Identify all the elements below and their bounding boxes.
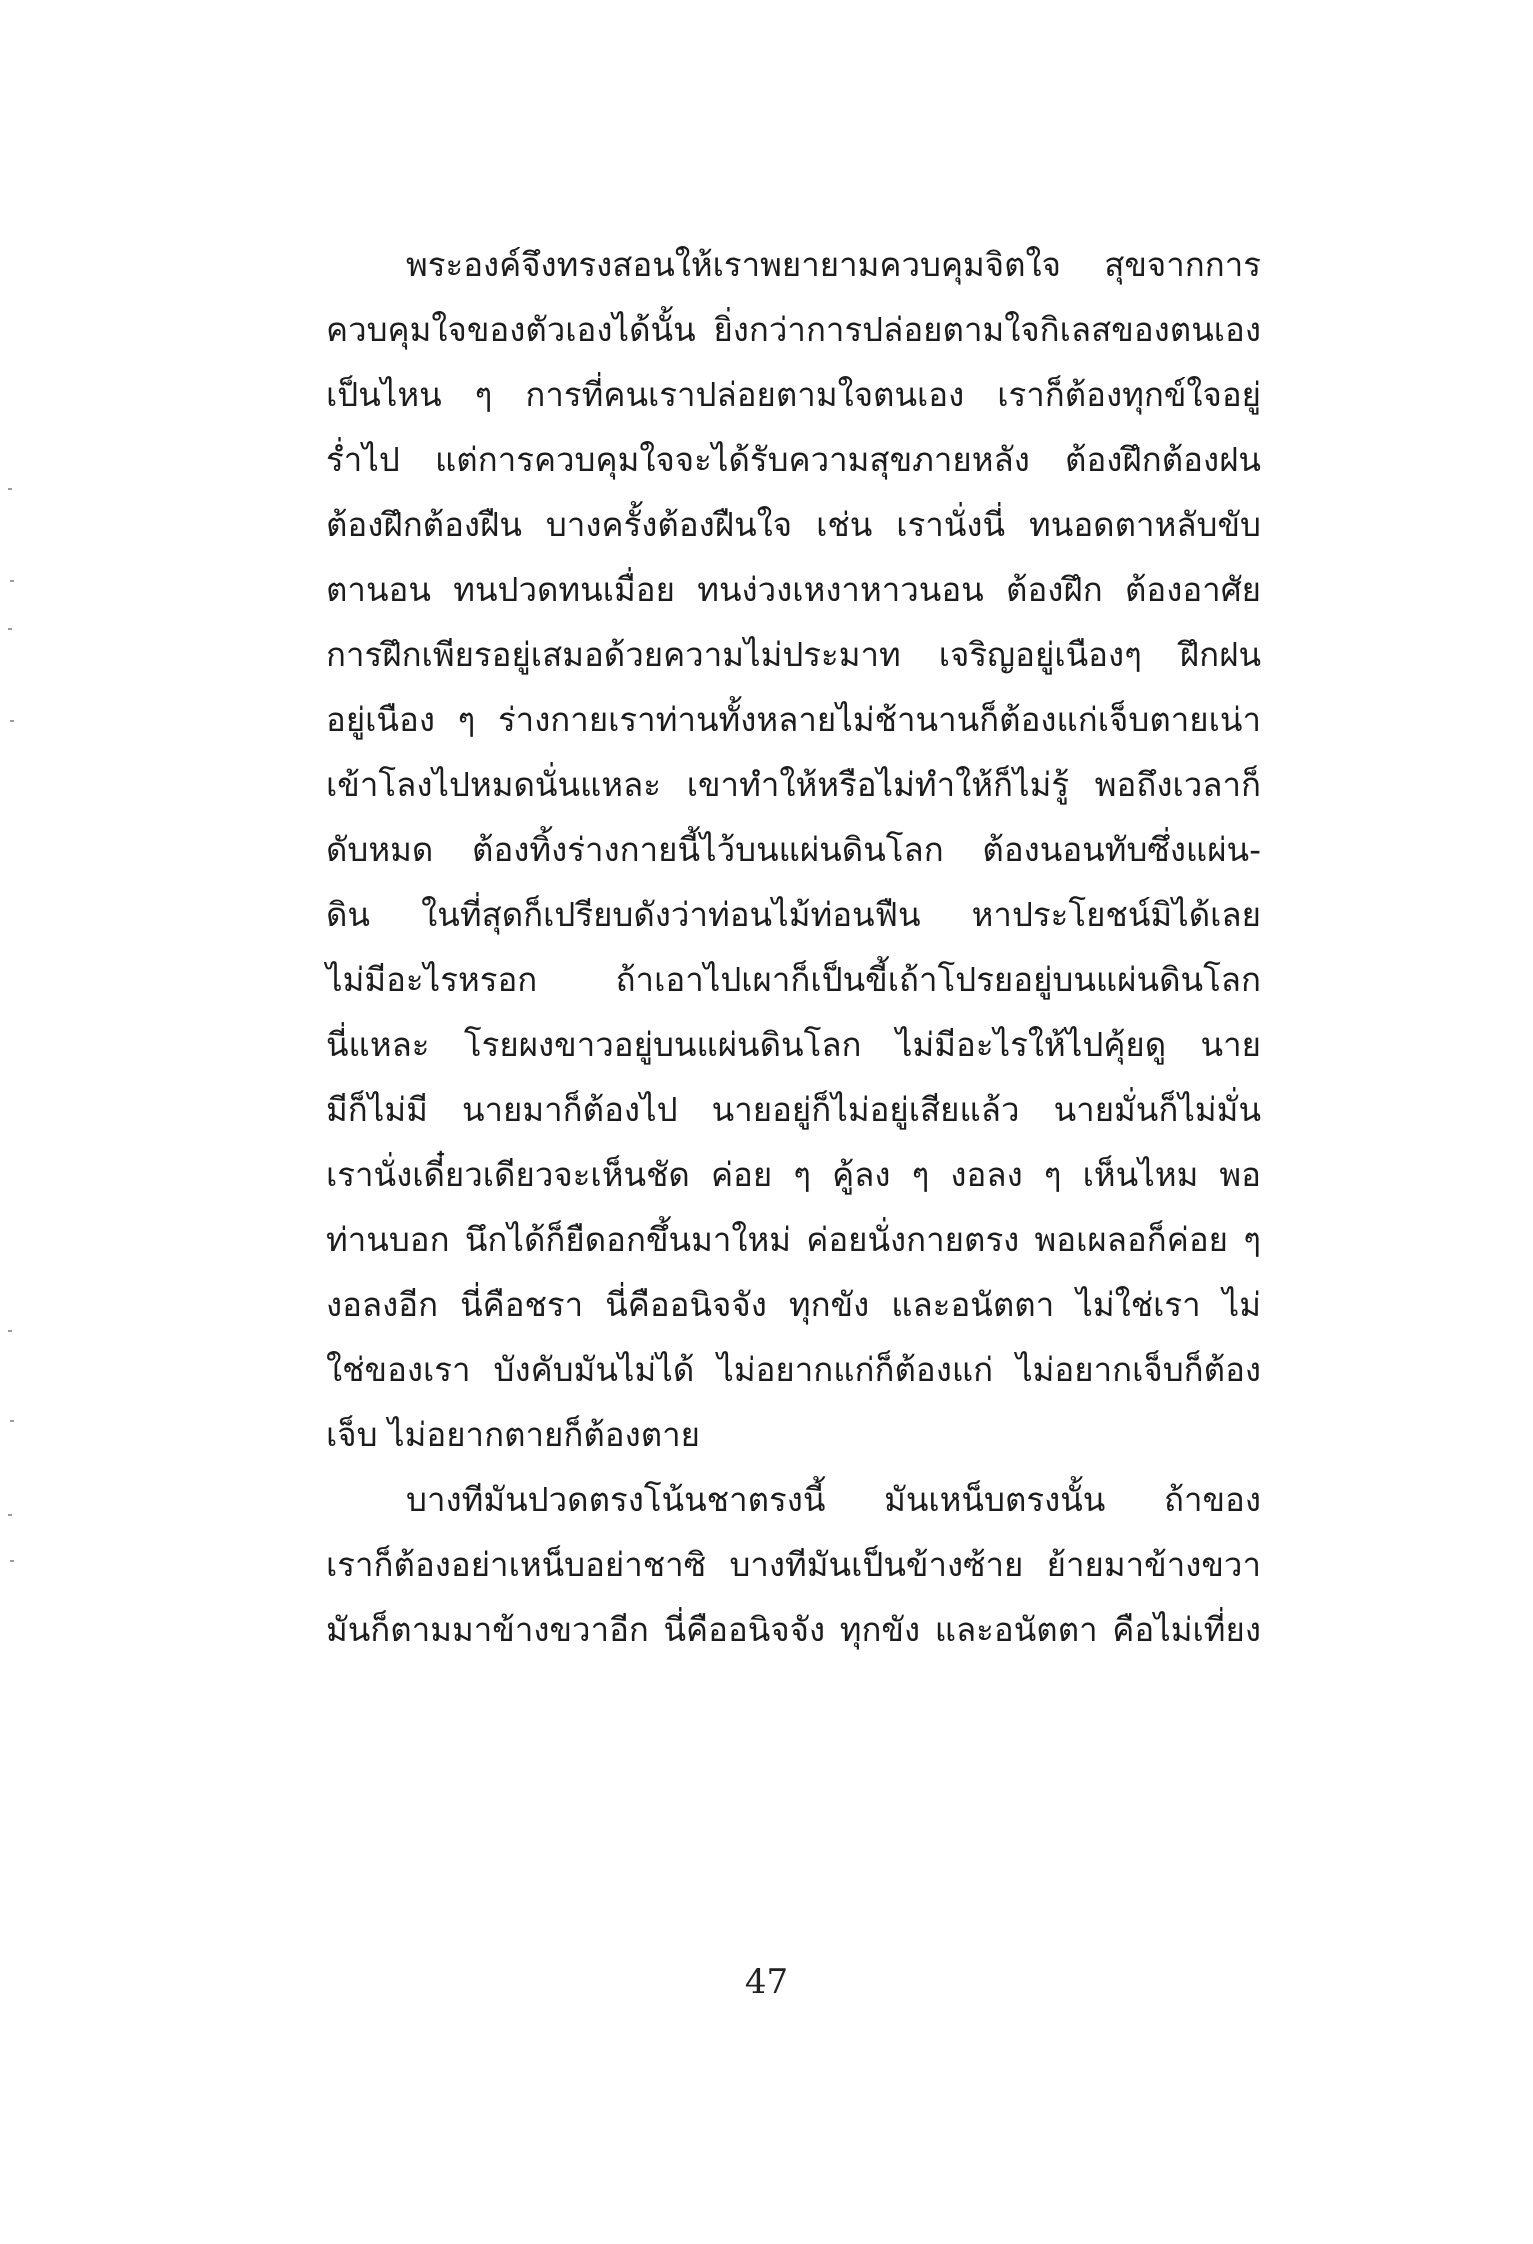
text-line: พระองค์จึงทรงสอนให้เราพยายามควบคุมจิตใจ สุขจากการ — [406, 245, 1261, 284]
text-line: ควบคุมใจของตัวเองได้นั้น ยิ่งกว่าการปล่อยตามใจกิเลสของตนเอง — [326, 310, 1261, 349]
text-line: ต้องฝึกต้องฝืน บางครั้งต้องฝืนใจ เช่น เรานั่งนี่ ทนอดตาหลับขับ — [326, 505, 1261, 544]
text-line: มีก็ไม่มี นายมาก็ต้องไป นายอยู่ก็ไม่อยู่เสียแล้ว นายมั่นก็ไม่มั่น — [326, 1090, 1261, 1129]
scan-margin-mark — [8, 1514, 12, 1516]
text-line: ดิน ในที่สุดก็เปรียบดังว่าท่อนไม้ท่อนฟืน หาประโยชน์มิได้เลย — [326, 895, 1261, 934]
text-line: ใช่ของเรา บังคับมันไม่ได้ ไม่อยากแก่ก็ต้องแก่ ไม่อยากเจ็บก็ต้อง — [326, 1350, 1261, 1389]
text-line: งอลงอีก นี่คือชรา นี่คืออนิจจัง ทุกขัง และอนัตตา ไม่ใช่เรา ไม่ — [326, 1285, 1261, 1324]
scan-margin-mark — [10, 580, 14, 582]
scan-margin-mark — [8, 1330, 12, 1332]
text-line: ร่ำไป แต่การควบคุมใจจะได้รับความสุขภายหลัง ต้องฝึกต้องฝน — [326, 440, 1261, 479]
scan-margin-mark — [10, 720, 14, 722]
text-line: นี่แหละ โรยผงขาวอยู่บนแผ่นดินโลก ไม่มีอะไรให้ไปคุ้ยดู นาย — [326, 1025, 1261, 1064]
text-line: มันก็ตามมาข้างขวาอีก นี่คืออนิจจัง ทุกขัง และอนัตตา คือไม่เที่ยง — [326, 1610, 1261, 1649]
text-line: เรานั่งเดี๋ยวเดียวจะเห็นชัด ค่อย ๆ คู้ลง ๆ งอลง ๆ เห็นไหม พอ — [326, 1155, 1261, 1194]
scan-margin-mark — [10, 1420, 14, 1422]
text-line: ดับหมด ต้องทิ้งร่างกายนี้ไว้บนแผ่นดินโลก ต้องนอนทับซึ่งแผ่น- — [326, 830, 1261, 869]
text-line: การฝึกเพียรอยู่เสมอด้วยความไม่ประมาท เจริญอยู่เนืองๆ ฝึกฝน — [326, 635, 1261, 674]
page-number: 47 — [744, 1962, 789, 2002]
text-line: บางทีมันปวดตรงโน้นชาตรงนี้ มันเหน็บตรงนั้น ถ้าของ — [406, 1480, 1261, 1519]
text-line: ไม่มีอะไรหรอก ถ้าเอาไปเผาก็เป็นขี้เถ้าโปรยอยู่บนแผ่นดินโลก — [326, 960, 1261, 999]
text-line: ท่านบอก นึกได้ก็ยืดอกขึ้นมาใหม่ ค่อยนั่งกายตรง พอเผลอก็ค่อย ๆ — [326, 1220, 1261, 1259]
text-line: อยู่เนือง ๆ ร่างกายเราท่านทั้งหลายไม่ช้านานก็ต้องแก่เจ็บตายเน่า — [326, 700, 1261, 739]
paragraph-2 — [326, 1467, 1261, 1662]
text-line: เข้าโลงไปหมดนั่นแหละ เขาทำให้หรือไม่ทำให้ก็ไม่รู้ พอถึงเวลาก็ — [326, 765, 1261, 804]
text-line: เป็นไหน ๆ การที่คนเราปล่อยตามใจตนเอง เราก็ต้องทุกข์ใจอยู่ — [326, 375, 1261, 414]
scan-margin-mark — [8, 628, 12, 630]
scan-margin-mark — [10, 1560, 14, 1562]
text-line: เจ็บ ไม่อยากตายก็ต้องตาย — [326, 1415, 701, 1454]
body-text — [326, 232, 1261, 1662]
scan-margin-mark — [8, 488, 12, 490]
text-line: เราก็ต้องอย่าเหน็บอย่าชาซิ บางทีมันเป็นข้างซ้าย ย้ายมาข้างขวา — [326, 1545, 1261, 1584]
paragraph-1 — [326, 232, 1261, 1467]
text-line: ตานอน ทนปวดทนเมื่อย ทนง่วงเหงาหาวนอน ต้องฝึก ต้องอาศัย — [326, 570, 1261, 609]
